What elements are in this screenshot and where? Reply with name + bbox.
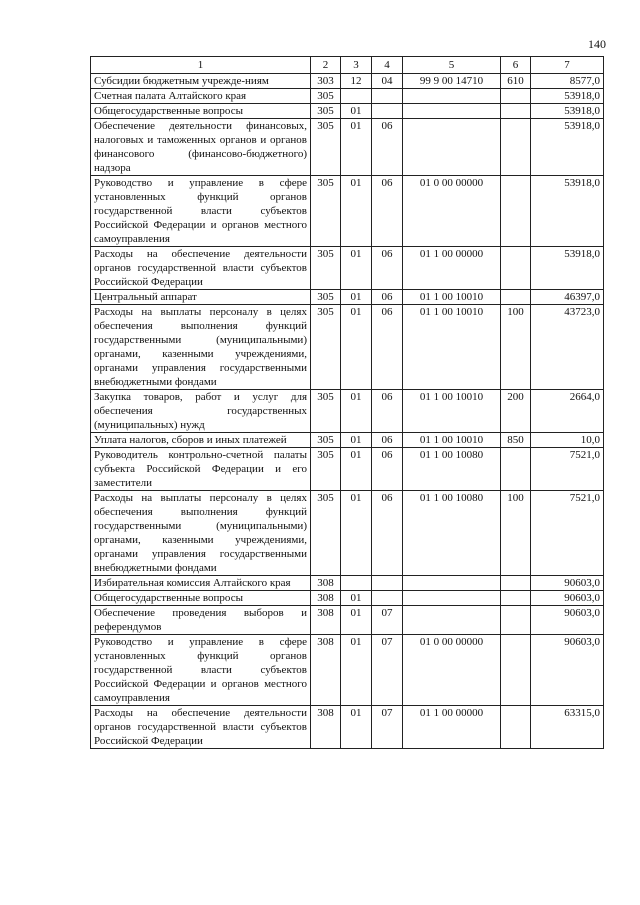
table-row: [91, 706, 604, 749]
cell-expense-type-code: 100: [501, 305, 531, 390]
table-row: [91, 290, 604, 305]
table-row: [91, 390, 604, 433]
cell-expense-name: Уплата налогов, сборов и иных платежей: [91, 433, 311, 448]
cell-target-article-code: 01 1 00 10080: [403, 491, 501, 576]
cell-ministry-code: 308: [311, 606, 341, 635]
cell-subsection-code: [372, 104, 403, 119]
cell-expense-name: Центральный аппарат: [91, 290, 311, 305]
cell-section-code: [341, 89, 372, 104]
cell-expense-name: Руководство и управление в сфере установленных функций органов государственной власти субъектов Российской Федерации и органов местного самоуправления: [91, 176, 311, 247]
cell-amount: 63315,0: [531, 706, 604, 749]
cell-section-code: 01: [341, 305, 372, 390]
cell-ministry-code: 305: [311, 119, 341, 176]
header-col-1: 1: [91, 57, 311, 74]
cell-section-code: 01: [341, 606, 372, 635]
table-row: [91, 74, 604, 89]
cell-ministry-code: 308: [311, 591, 341, 606]
cell-expense-type-code: 200: [501, 390, 531, 433]
cell-amount: 2664,0: [531, 390, 604, 433]
cell-subsection-code: [372, 89, 403, 104]
cell-amount: 8577,0: [531, 74, 604, 89]
cell-target-article-code: [403, 606, 501, 635]
cell-expense-name: Общегосударственные вопросы: [91, 104, 311, 119]
cell-section-code: [341, 576, 372, 591]
cell-target-article-code: [403, 104, 501, 119]
cell-expense-name: Руководство и управление в сфере установленных функций органов государственной власти субъектов Российской Федерации и органов местного самоуправления: [91, 635, 311, 706]
cell-section-code: 01: [341, 591, 372, 606]
cell-amount: 53918,0: [531, 247, 604, 290]
cell-subsection-code: 06: [372, 491, 403, 576]
cell-amount: 7521,0: [531, 448, 604, 491]
cell-expense-type-code: [501, 119, 531, 176]
cell-subsection-code: 07: [372, 706, 403, 749]
cell-amount: 46397,0: [531, 290, 604, 305]
budget-table: [90, 56, 604, 749]
cell-subsection-code: 06: [372, 119, 403, 176]
cell-expense-type-code: [501, 247, 531, 290]
cell-expense-name: Обеспечение деятельности финансовых, налоговых и таможенных органов и органов финансового (финансово-бюджетного) надзора: [91, 119, 311, 176]
cell-amount: 53918,0: [531, 89, 604, 104]
cell-expense-type-code: [501, 591, 531, 606]
cell-ministry-code: 305: [311, 247, 341, 290]
cell-amount: 90603,0: [531, 591, 604, 606]
header-col-3: 3: [341, 57, 372, 74]
cell-subsection-code: 04: [372, 74, 403, 89]
cell-subsection-code: 07: [372, 606, 403, 635]
cell-expense-type-code: [501, 576, 531, 591]
cell-expense-name: Расходы на выплаты персоналу в целях обеспечения выполнения функций государственными (муниципальными) органами, казенными учреждениями, органами управления государственными внебюджетными фондами: [91, 305, 311, 390]
cell-expense-name: Закупка товаров, работ и услуг для обеспечения государственных (муниципальных) нужд: [91, 390, 311, 433]
cell-expense-type-code: 100: [501, 491, 531, 576]
cell-target-article-code: 01 1 00 00000: [403, 706, 501, 749]
table-row: [91, 247, 604, 290]
cell-target-article-code: 01 1 00 00000: [403, 247, 501, 290]
cell-expense-type-code: [501, 448, 531, 491]
header-col-7: 7: [531, 57, 604, 74]
cell-target-article-code: 01 0 00 00000: [403, 635, 501, 706]
cell-expense-type-code: [501, 104, 531, 119]
cell-section-code: 01: [341, 706, 372, 749]
cell-target-article-code: 01 1 00 10080: [403, 448, 501, 491]
header-col-5: 5: [403, 57, 501, 74]
cell-subsection-code: 07: [372, 635, 403, 706]
cell-section-code: 01: [341, 119, 372, 176]
cell-ministry-code: 308: [311, 706, 341, 749]
cell-expense-type-code: [501, 176, 531, 247]
cell-expense-type-code: [501, 290, 531, 305]
table-row: [91, 305, 604, 390]
cell-expense-type-code: [501, 606, 531, 635]
cell-section-code: 01: [341, 290, 372, 305]
cell-section-code: 01: [341, 176, 372, 247]
cell-section-code: 01: [341, 433, 372, 448]
cell-section-code: 01: [341, 247, 372, 290]
cell-target-article-code: [403, 576, 501, 591]
cell-amount: 90603,0: [531, 635, 604, 706]
cell-subsection-code: 06: [372, 290, 403, 305]
cell-amount: 90603,0: [531, 606, 604, 635]
cell-ministry-code: 305: [311, 305, 341, 390]
cell-target-article-code: 01 1 00 10010: [403, 290, 501, 305]
cell-amount: 43723,0: [531, 305, 604, 390]
cell-target-article-code: 01 0 00 00000: [403, 176, 501, 247]
cell-ministry-code: 308: [311, 576, 341, 591]
table-row: [91, 176, 604, 247]
cell-ministry-code: 305: [311, 433, 341, 448]
cell-subsection-code: 06: [372, 390, 403, 433]
cell-ministry-code: 305: [311, 448, 341, 491]
cell-expense-name: Расходы на обеспечение деятельности органов государственной власти субъектов Российской Федерации: [91, 706, 311, 749]
cell-ministry-code: 305: [311, 89, 341, 104]
cell-target-article-code: 01 1 00 10010: [403, 433, 501, 448]
cell-subsection-code: [372, 576, 403, 591]
table-row: [91, 448, 604, 491]
header-col-2: 2: [311, 57, 341, 74]
cell-subsection-code: 06: [372, 448, 403, 491]
cell-amount: 90603,0: [531, 576, 604, 591]
cell-subsection-code: [372, 591, 403, 606]
cell-expense-type-code: 850: [501, 433, 531, 448]
cell-expense-name: Общегосударственные вопросы: [91, 591, 311, 606]
cell-expense-type-code: 610: [501, 74, 531, 89]
cell-section-code: 01: [341, 635, 372, 706]
cell-ministry-code: 305: [311, 104, 341, 119]
table-body: [91, 74, 604, 749]
cell-subsection-code: 06: [372, 305, 403, 390]
cell-ministry-code: 308: [311, 635, 341, 706]
cell-section-code: 12: [341, 74, 372, 89]
cell-expense-name: Расходы на обеспечение деятельности органов государственной власти субъектов Российской Федерации: [91, 247, 311, 290]
cell-ministry-code: 305: [311, 491, 341, 576]
table-row: [91, 89, 604, 104]
table-row: [91, 591, 604, 606]
cell-ministry-code: 303: [311, 74, 341, 89]
cell-section-code: 01: [341, 448, 372, 491]
cell-expense-type-code: [501, 89, 531, 104]
cell-amount: 53918,0: [531, 119, 604, 176]
table-header-row: [91, 57, 604, 74]
cell-target-article-code: [403, 591, 501, 606]
cell-target-article-code: 01 1 00 10010: [403, 390, 501, 433]
cell-expense-type-code: [501, 635, 531, 706]
header-col-4: 4: [372, 57, 403, 74]
table-row: [91, 576, 604, 591]
cell-target-article-code: [403, 119, 501, 176]
table-row: [91, 491, 604, 576]
cell-ministry-code: 305: [311, 290, 341, 305]
cell-expense-name: Расходы на выплаты персоналу в целях обеспечения выполнения функций государственными (муниципальными) органами, казенными учреждениями, органами управления государственными внебюджетными фондами: [91, 491, 311, 576]
cell-ministry-code: 305: [311, 176, 341, 247]
cell-subsection-code: 06: [372, 247, 403, 290]
table-row: [91, 606, 604, 635]
cell-subsection-code: 06: [372, 176, 403, 247]
cell-expense-name: Субсидии бюджетным учрежде-ниям: [91, 74, 311, 89]
cell-target-article-code: 99 9 00 14710: [403, 74, 501, 89]
table-row: [91, 104, 604, 119]
header-col-6: 6: [501, 57, 531, 74]
cell-expense-name: Руководитель контрольно-счетной палаты субъекта Российской Федерации и его заместители: [91, 448, 311, 491]
cell-amount: 10,0: [531, 433, 604, 448]
cell-amount: 53918,0: [531, 176, 604, 247]
cell-section-code: 01: [341, 390, 372, 433]
page-number: 140: [588, 37, 606, 51]
cell-amount: 7521,0: [531, 491, 604, 576]
cell-target-article-code: 01 1 00 10010: [403, 305, 501, 390]
cell-expense-name: Обеспечение проведения выборов и референдумов: [91, 606, 311, 635]
cell-ministry-code: 305: [311, 390, 341, 433]
cell-expense-type-code: [501, 706, 531, 749]
cell-section-code: 01: [341, 104, 372, 119]
cell-section-code: 01: [341, 491, 372, 576]
table-row: [91, 433, 604, 448]
table-row: [91, 635, 604, 706]
cell-target-article-code: [403, 89, 501, 104]
cell-expense-name: Избирательная комиссия Алтайского края: [91, 576, 311, 591]
cell-subsection-code: 06: [372, 433, 403, 448]
cell-expense-name: Счетная палата Алтайского края: [91, 89, 311, 104]
cell-amount: 53918,0: [531, 104, 604, 119]
table-row: [91, 119, 604, 176]
